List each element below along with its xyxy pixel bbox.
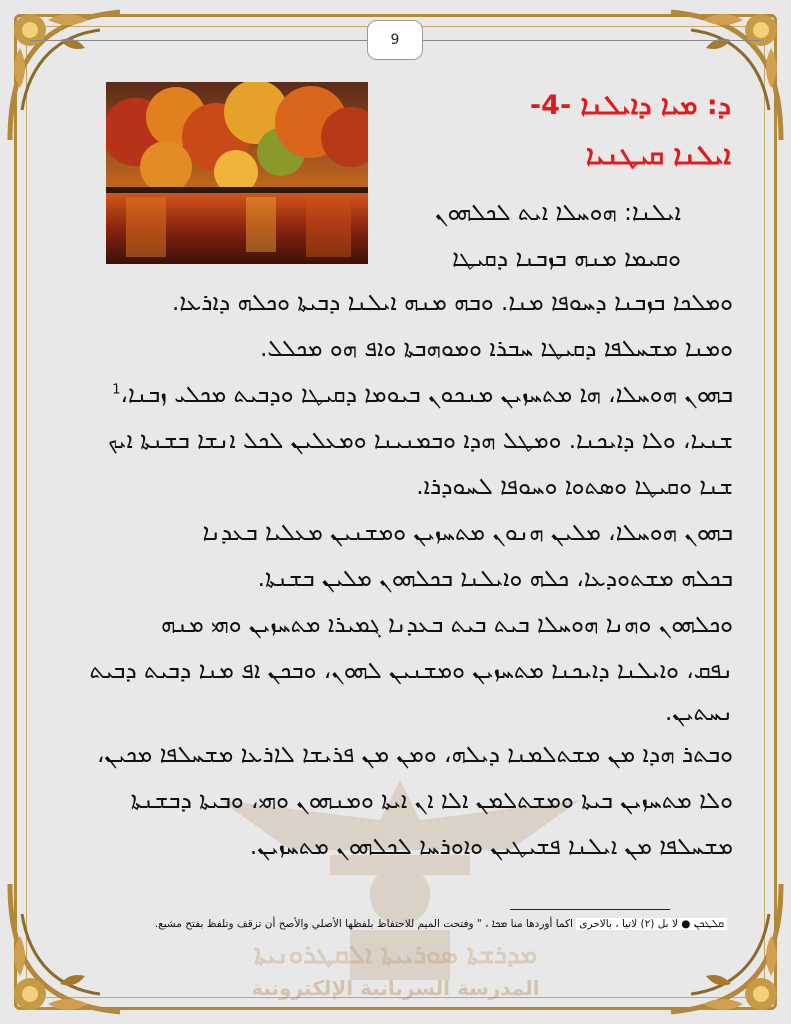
text-line-8: ܒܗܘܢ ܗܘܚܠܐ، ܡܠܝܢ ܗܢܘܢ ܡܬܚܙܝܢ ܘܡܫܢܝܢ ܡܥܠܝܐ ܒܥܕܢܐ — [202, 520, 733, 546]
footnote — [155, 918, 727, 931]
text-line-15: ܡܫܚܠܦܐ ܡܢ ܐܝܠܢܐ ܦܫܝܛܝܢ ܘܐܘܪܚܐ ܠܟܠܗܘܢ ܡܬܚܙܝܢ. — [249, 834, 733, 860]
footnote-text: اكما أوردها منا ܡܟܐ ، " وفتحت الميم للاحتفاظ بلفظها الأصلي والأصح أن تزقف وتلفظ بفتح مشبع. — [154, 918, 573, 930]
autumn-trees-photo — [106, 82, 368, 264]
text-line-5: ܒܗܘܢ ܗܘܚܠܐ، ܗܐ ܡܬܚܙܝܢ ܡܢܟܘܢ ܒܝܘܡܐ ܕܩܝܛܐ ܘܕܒܝܬ ܡܟܠܝ ܙܒܢܐ،$^1$ — [112, 382, 733, 408]
text-line-14: ܘܠܐ ܡܬܚܙܝܢ ܒܝܬܐ ܘܡܫܬܠܡܢ ܐܠܐ ܐܢ ܐܝܬܐ ܘܡܢܗܘܢ ܘܗܝ، ܘܒܝܬܐ ܕܒܫܢܬܐ — [130, 788, 733, 814]
text-line-12: ܢܚܬܝܢ. — [664, 700, 733, 726]
text-line-6: ܫܢܝܐ، ܘܠܐ ܕܐܝܟܢܐ. ܘܡܛܠ ܗܕܐ ܘܒܡܢܝܢܐ ܘܡܥܠܝܢ ܠܟܠ ܐܢܫܐ ܒܫܢܬܐ ܐܝܟ — [108, 428, 733, 454]
text-line-3: ܘܡܠܟܐ ܒܙܒܢܐ ܕܚܘܦܐ ܡܢܐ. ܘܒܗ ܡܢܗ ܐܝܠܢܐ ܕܒܝܬܐ ܘܟܠܗ ܕܐܪܥܐ. — [172, 290, 733, 316]
footnote-boxed-text: ܩܠܛܟܢ ● لا بل (٢) لاتيا ، بالاحرى — [576, 918, 727, 930]
text-line-11: ܢܦܩ، ܘܐܝܠܢܐ ܕܐܝܟܢܐ ܡܬܚܙܝܢ ܘܡܫܢܝܢ ܠܗܘܢ، ܘܒܟܢ ܐܦ ܡܢܐ ܕܒܝܬ ܕܒܝܬ — [89, 658, 733, 684]
watermark-syriac-text: ܡܕܪܫܬܐ ܣܘܪܝܝܬܐ ܐܠܩܛܪܘܢܝܬܐ — [253, 940, 538, 970]
text-line-13: ܘܒܬܪ ܗܕܐ ܡܢ ܡܫܬܠܡܢܐ ܕܝܠܗ، ܘܡܢ ܡܢ ܦܪܝܫܐ ܠܐܪܥܐ ܡܫܚܠܦܐ ܡܟܝܢ، — [96, 742, 733, 768]
ornament-corner-top-right — [641, 0, 791, 150]
text-line-1: ܐܝܠܢܐ: ܗܘܚܠܐ ܐܝܬ ܠܟܠܗܘܢ — [434, 200, 681, 226]
text-line-4: ܘܡܢܐ ܡܫܚܠܦܐ ܕܩܝܛܐ ܚܒܪܐ ܘܡܘܗܒܬܐ ܘܐܦ ܗܘ ܡܟܠܠ. — [260, 336, 733, 362]
text-line-10: ܘܟܠܗܘܢ ܘܗܢܐ ܗܘܚܠܐ ܒܝܬ ܒܝܬ ܒܥܕܢܐ ܓܡܝܪܐ ܡܬܚܙܝܢ ܘܗܝ ܡܢܗ — [161, 612, 733, 638]
text-line-2: ܘܩܝܡܐ ܡܢܗ ܒܙܒܢܐ ܕܩܝܛܐ — [452, 246, 681, 272]
section-title: ܐܝܠܢܐ ܩܝܛܢܝܐ — [585, 140, 731, 171]
footnote-rule — [510, 909, 670, 910]
chapter-title: ܕ: ܡܝܐ ܕܐܝܠܢܐ -4- — [529, 90, 731, 121]
watermark-arabic-text: المدرسة السريانية الإلكترونية — [251, 976, 540, 1000]
text-line-7: ܫܢܐ ܘܩܝܛܐ ܘܣܬܘܐ ܘܚܘܦܐ ܠܚܘܕܪܐ. — [416, 474, 733, 500]
footnote-marker: 1 — [112, 382, 121, 398]
page-number: 9 — [367, 20, 423, 60]
text-line-9: ܒܟܠܗ ܡܫܬܘܕܥܐ، ܟܠܗ ܘܐܝܠܢܐ ܒܟܠܗܘܢ ܡܠܝܢ ܒܫܢܬܐ. — [257, 566, 733, 592]
